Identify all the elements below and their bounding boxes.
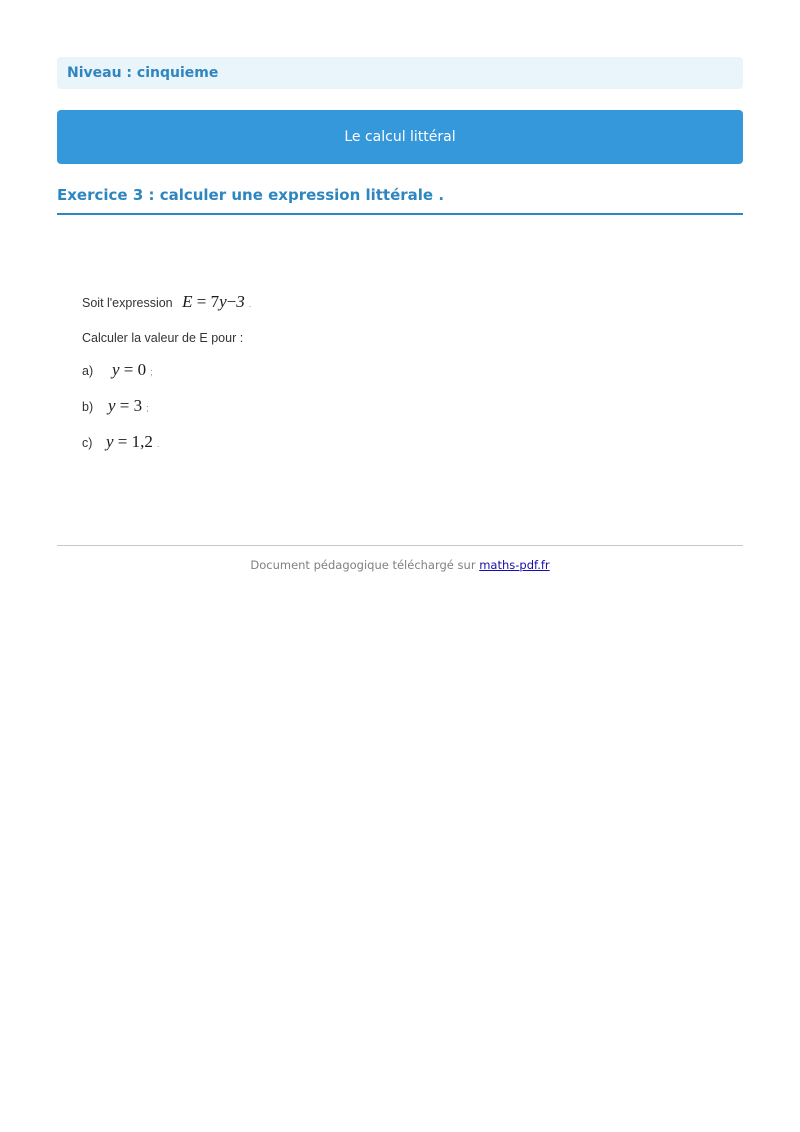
- expression-formula: [182, 292, 245, 311]
- list-item: [82, 396, 149, 416]
- chapter-title-banner: [57, 110, 743, 164]
- item-punctuation: ;: [146, 403, 149, 413]
- chapter-title: Le calcul littéral: [344, 129, 456, 145]
- level-box: [57, 57, 743, 89]
- expression-equals: =: [192, 292, 211, 311]
- expression-coefficient: 7: [210, 292, 220, 311]
- prompt-text: Calculer la valeur de E pour :: [82, 331, 244, 345]
- item-equals: =: [119, 360, 138, 379]
- footer-site-link[interactable]: maths-pdf.fr: [479, 558, 550, 572]
- item-label: b): [82, 400, 94, 414]
- level-label: Niveau : cinquieme: [67, 65, 219, 81]
- item-equals: =: [115, 396, 134, 415]
- item-variable: y: [108, 396, 116, 415]
- expression-lhs: E: [182, 292, 193, 311]
- list-item: [82, 360, 153, 380]
- item-label: c): [82, 436, 93, 450]
- item-formula: [112, 360, 146, 379]
- item-value: 0: [137, 360, 147, 379]
- footer-divider: [57, 545, 743, 546]
- intro-text: Soit l'expression: [82, 296, 173, 310]
- item-equals: =: [113, 432, 132, 451]
- item-punctuation: .: [156, 439, 160, 449]
- expression-punctuation: .: [248, 299, 252, 309]
- item-value: 1,2: [131, 432, 153, 451]
- item-variable: y: [112, 360, 120, 379]
- item-formula: [108, 396, 142, 415]
- item-label: a): [82, 364, 94, 378]
- footer-text: Document pédagogique téléchargé sur: [250, 558, 480, 572]
- item-value: 3: [133, 396, 143, 415]
- prompt-line: [82, 331, 243, 345]
- item-punctuation: ;: [150, 367, 153, 377]
- expression-operator: −: [226, 292, 237, 311]
- footer: [57, 558, 743, 572]
- item-variable: y: [106, 432, 114, 451]
- exercise-heading: Exercice 3 : calculer une expression littérale .: [57, 185, 743, 215]
- expression-variable: y: [219, 292, 227, 311]
- list-item: [82, 432, 159, 452]
- item-formula: [106, 432, 153, 451]
- expression-line: [82, 292, 251, 312]
- expression-constant: 3: [236, 292, 245, 311]
